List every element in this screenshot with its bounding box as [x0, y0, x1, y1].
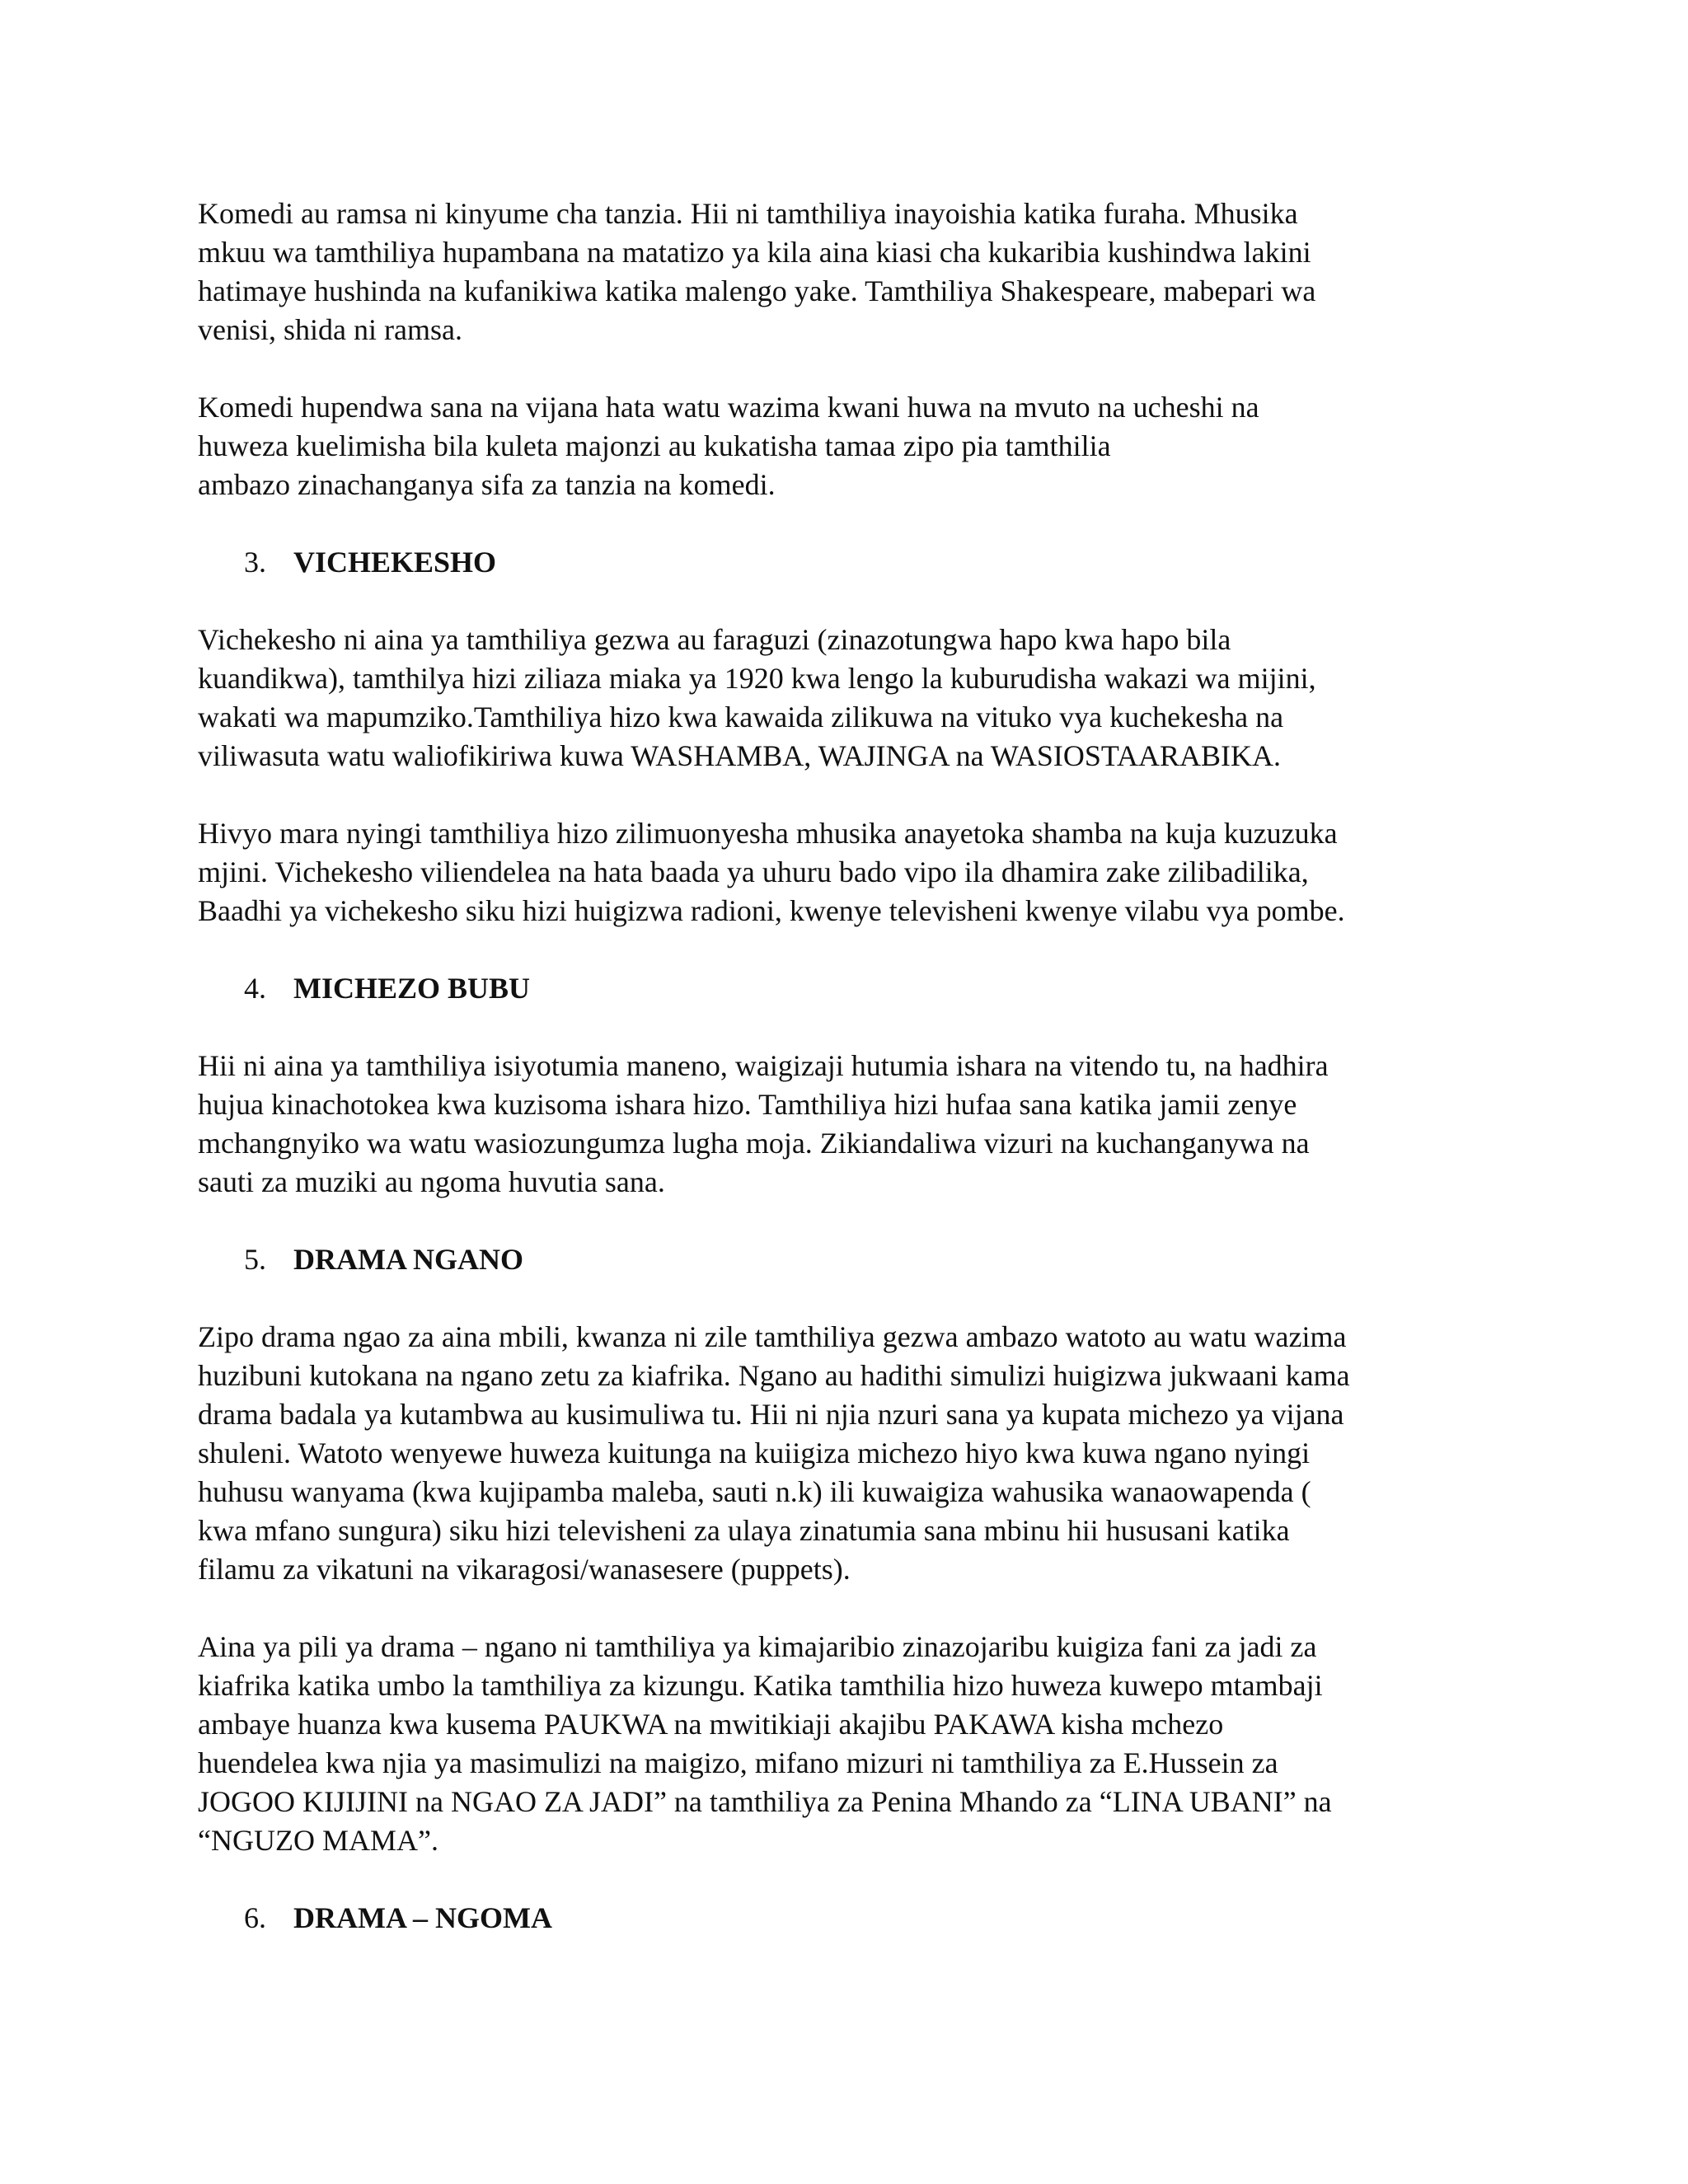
text-line: Aina ya pili ya drama – ngano ni tamthiliya ya kimajaribio zinazojaribu kuigiza fani za jadi za: [198, 1630, 1317, 1663]
text-line: wakati wa mapumziko.Tamthiliya hizo kwa kawaida zilikuwa na vituko vya kuchekesha na: [198, 701, 1284, 733]
text-line: kiafrika katika umbo la tamthiliya za kizungu. Katika tamthilia hizo huweza kuwepo mtambaji: [198, 1669, 1323, 1702]
section-title: VICHEKESHO: [293, 546, 497, 579]
paragraph-michezo-bubu: [198, 1047, 1484, 1202]
section-heading-drama-ngoma: [198, 1899, 1484, 1938]
text-line: hujua kinachotokea kwa kuzisoma ishara hizo. Tamthiliya hizi hufaa sana katika jamii zenye: [198, 1088, 1297, 1121]
section-title: DRAMA – NGOMA: [293, 1901, 552, 1934]
text-line: mkuu wa tamthiliya hupambana na matatizo ya kila aina kiasi cha kukaribia kushindwa lakini: [198, 236, 1311, 269]
text-line: huzibuni kutokana na ngano zetu za kiafrika. Ngano au hadithi simulizi huigizwa jukwaani kama: [198, 1359, 1350, 1392]
text-line: JOGOO KIJIJINI na NGAO ZA JADI” na tamthiliya za Penina Mhando za “LINA UBANI” na: [198, 1785, 1332, 1818]
text-line: venisi, shida ni ramsa.: [198, 313, 462, 346]
section-title: DRAMA NGANO: [293, 1243, 523, 1276]
text-line: Komedi au ramsa ni kinyume cha tanzia. Hii ni tamthiliya inayoishia katika furaha. Mhusika: [198, 197, 1298, 230]
text-line: viliwasuta watu waliofikiriwa kuwa WASHAMBA, WAJINGA na WASIOSTAARABIKA.: [198, 739, 1282, 772]
document-page: [198, 194, 1484, 1976]
paragraph-vichekesho-2: [198, 814, 1484, 930]
text-line: Hii ni aina ya tamthiliya isiyotumia maneno, waigizaji hutumia ishara na vitendo tu, na hadhira: [198, 1049, 1329, 1082]
paragraph-komedi-1: [198, 194, 1484, 349]
text-line: mjini. Vichekesho viliendelea na hata baada ya uhuru bado vipo ila dhamira zake zilibadilika,: [198, 855, 1309, 888]
text-line: huweza kuelimisha bila kuleta majonzi au kukatisha tamaa zipo pia tamthilia: [198, 429, 1111, 462]
text-line: Vichekesho ni aina ya tamthiliya gezwa au faraguzi (zinazotungwa hapo kwa hapo bila: [198, 623, 1231, 656]
text-line: “NGUZO MAMA”.: [198, 1824, 438, 1857]
text-line: filamu za vikatuni na vikaragosi/wanasesere (puppets).: [198, 1553, 851, 1586]
text-line: mchangnyiko wa watu wasiozungumza lugha moja. Zikiandaliwa vizuri na kuchanganywa na: [198, 1127, 1310, 1160]
text-line: drama badala ya kutambwa au kusimuliwa tu. Hii ni njia nzuri sana ya kupata michezo ya vijana: [198, 1398, 1344, 1431]
text-line: Zipo drama ngao za aina mbili, kwanza ni zile tamthiliya gezwa ambazo watoto au watu wazima: [198, 1320, 1347, 1353]
text-line: sauti za muziki au ngoma huvutia sana.: [198, 1165, 665, 1198]
section-number: 6.: [244, 1901, 266, 1934]
section-number: 4.: [244, 972, 266, 1005]
text-line: ambaye huanza kwa kusema PAUKWA na mwitikiaji akajibu PAKAWA kisha mchezo: [198, 1708, 1224, 1741]
section-number: 3.: [244, 546, 266, 579]
paragraph-komedi-2: [198, 388, 1484, 504]
paragraph-drama-ngano-2: [198, 1628, 1484, 1860]
section-number: 5.: [244, 1243, 266, 1276]
text-line: Komedi hupendwa sana na vijana hata watu wazima kwani huwa na mvuto na ucheshi na: [198, 391, 1259, 424]
text-line: kuandikwa), tamthilya hizi ziliaza miaka ya 1920 kwa lengo la kuburudisha wakazi wa mijini,: [198, 662, 1316, 695]
paragraph-drama-ngano-1: [198, 1318, 1484, 1589]
text-line: huendelea kwa njia ya masimulizi na maigizo, mifano mizuri ni tamthiliya za E.Hussein za: [198, 1746, 1278, 1779]
text-line: Baadhi ya vichekesho siku hizi huigizwa radioni, kwenye televisheni kwenye vilabu vya pombe.: [198, 894, 1345, 927]
text-line: hatimaye hushinda na kufanikiwa katika malengo yake. Tamthiliya Shakespeare, mabepari wa: [198, 274, 1316, 307]
section-heading-vichekesho: [198, 543, 1484, 582]
paragraph-vichekesho-1: [198, 621, 1484, 776]
text-line: huhusu wanyama (kwa kujipamba maleba, sauti n.k) ili kuwaigiza wahusika wanaowapenda (: [198, 1475, 1311, 1508]
section-heading-drama-ngano: [198, 1240, 1484, 1279]
section-title: MICHEZO BUBU: [293, 972, 531, 1005]
text-line: Hivyo mara nyingi tamthiliya hizo zilimuonyesha mhusika anayetoka shamba na kuja kuzuzuka: [198, 817, 1338, 850]
text-line: ambazo zinachanganya sifa za tanzia na komedi.: [198, 468, 776, 501]
text-line: kwa mfano sungura) siku hizi televisheni za ulaya zinatumia sana mbinu hii hususani katika: [198, 1514, 1290, 1547]
section-heading-michezo-bubu: [198, 969, 1484, 1008]
text-line: shuleni. Watoto wenyewe huweza kuitunga na kuiigiza michezo hiyo kwa kuwa ngano nyingi: [198, 1436, 1311, 1469]
